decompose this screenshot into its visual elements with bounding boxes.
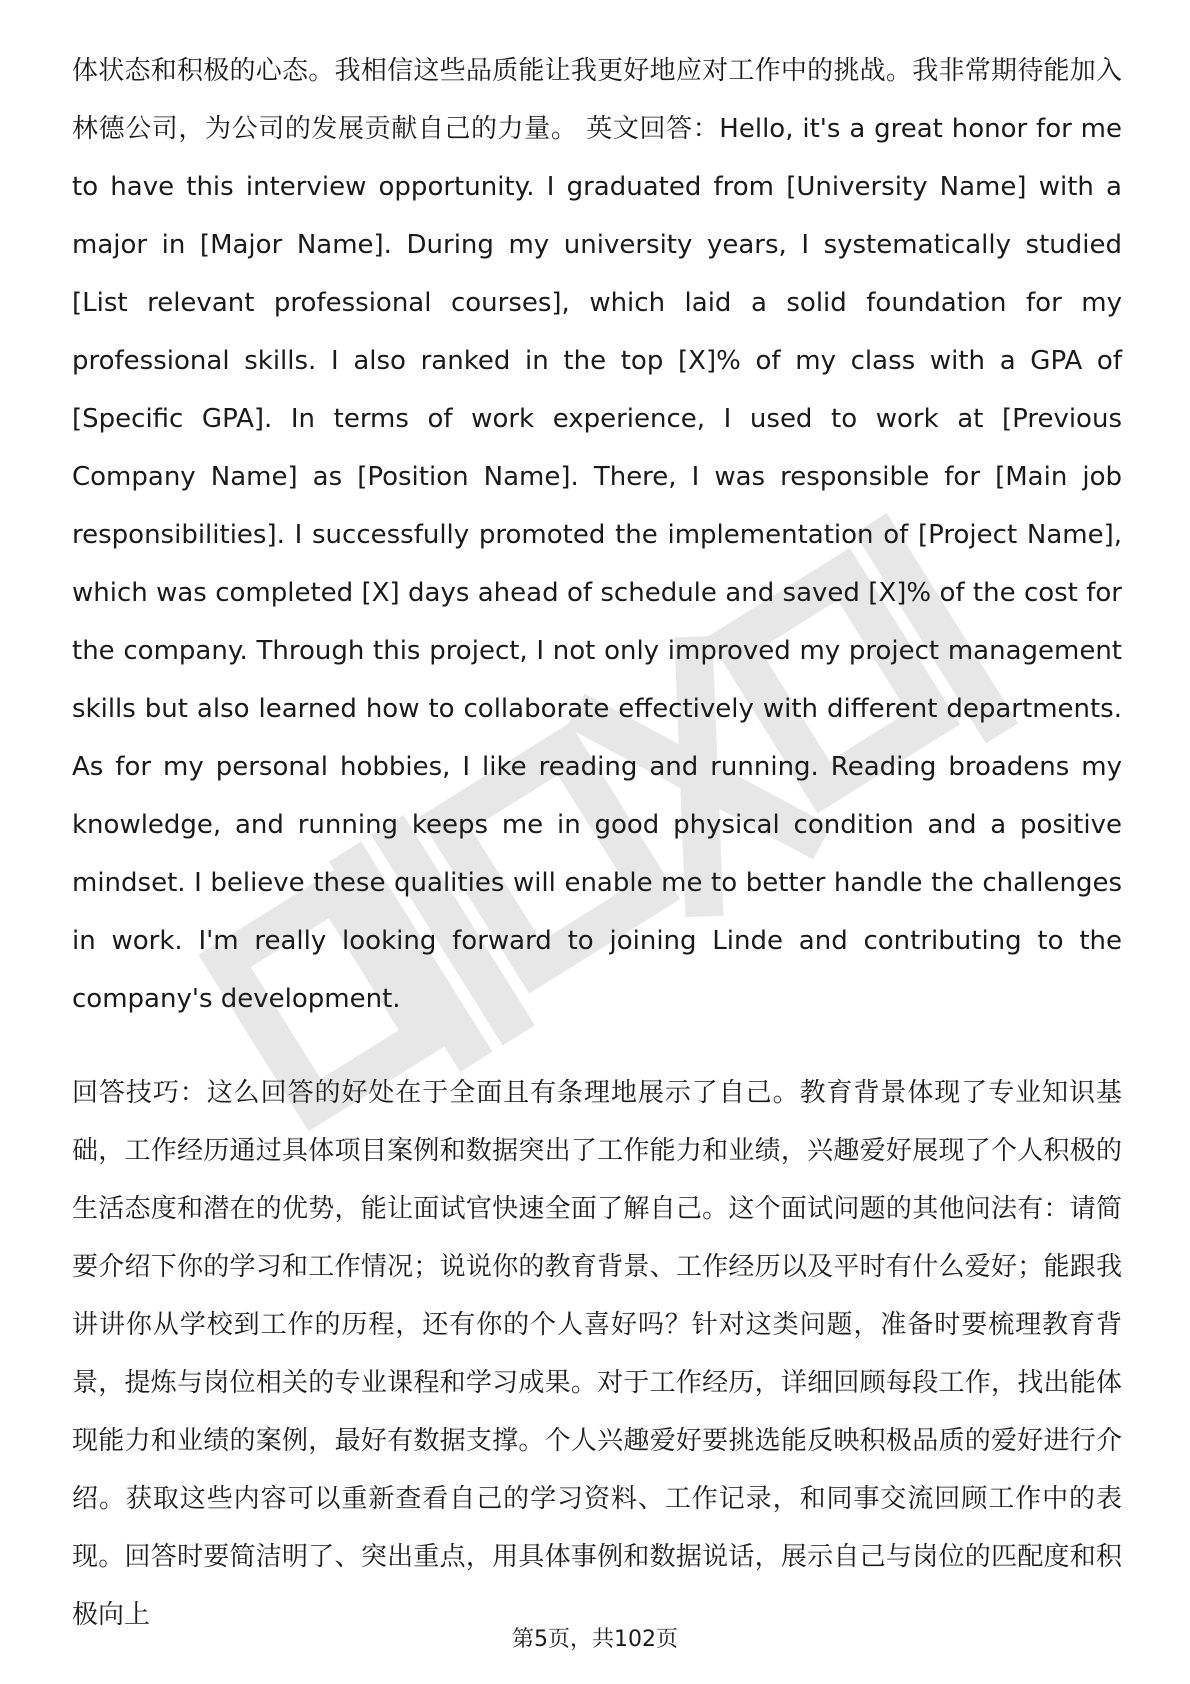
paragraph-interview-answer: 体状态和积极的心态。我相信这些品质能让我更好地应对工作中的挑战。我非常期待能加入林德公司，为公司的发展贡献自己的力量。 英文回答：Hello, it's a great honor for me to have this interview opportunity. I graduated from [University Name] with a major in [Major Name]. During my university years, I systematically studied [List relevant professional courses], which laid a solid foundation for my professional skills. I also ranked in the top [X]% of my class with a GPA of [Specific GPA]. In terms of work experience, I used to work at [Previous Company Name] as [Position Name]. There, I was responsible for [Main job responsibilities]. I successfully promoted the implementation of [Project Name], which was completed [X] days ahead of schedule and saved [X]% of the cost for the company. Through this project, I not only improved my project management skills but also learned how to collaborate effectively with different departments. As for my personal hobbies, I like reading and running. Reading broadens my knowledge, and running keeps me in good physical condition and a positive mindset. I believe these qualities will enable me to better handle the challenges in work. I'm really looking forward to joining Linde and contributing to the company's development. xyxy=(72,56,1122,1014)
page-number-footer: 第5页，共102页 xyxy=(512,1627,678,1652)
document-body xyxy=(72,42,1122,1644)
paragraph-answer-tips: 回答技巧：这么回答的好处在于全面且有条理地展示了自己。教育背景体现了专业知识基础，工作经历通过具体项目案例和数据突出了工作能力和业绩，兴趣爱好展现了个人积极的生活态度和潜在的优势，能让面试官快速全面了解自己。这个面试问题的其他问法有：请简要介绍下你的学习和工作情况；说说你的教育背景、工作经历以及平时有什么爱好；能跟我讲讲你从学校到工作的历程，还有你的个人喜好吗？针对这类问题，准备时要梳理教育背景，提炼与岗位相关的专业课程和学习成果。对于工作经历，详细回顾每段工作，找出能体现能力和业绩的案例，最好有数据支撑。个人兴趣爱好要挑选能反映积极品质的爱好进行介绍。获取这些内容可以重新查看自己的学习资料、工作记录，和同事交流回顾工作中的表现。回答时要简洁明了、突出重点，用具体事例和数据说话，展示自己与岗位的匹配度和积极向上 xyxy=(72,1078,1122,1630)
